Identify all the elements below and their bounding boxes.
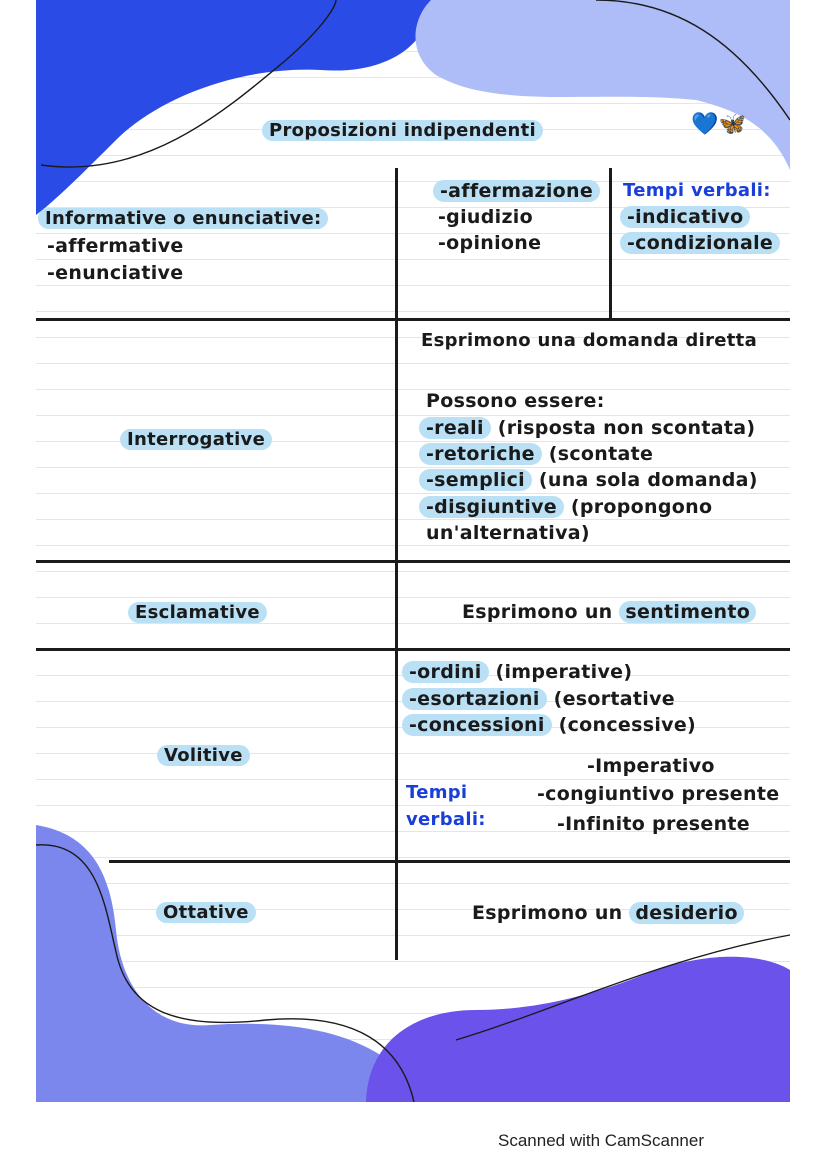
interrogative-description: Esprimono una domanda diretta: [421, 330, 758, 351]
function-item: -giudizio: [438, 206, 533, 228]
informative-item: -affermative: [47, 235, 184, 257]
row-divider-1: [36, 318, 790, 321]
function-item: -affermazione: [433, 180, 600, 202]
ottative-heading: Ottative: [156, 902, 256, 923]
volitive-tempi-item: -congiuntivo presente: [537, 783, 780, 805]
interrogative-possono: Possono essere:: [426, 390, 605, 412]
volitive-tempi-item: -Imperativo: [587, 755, 715, 777]
ottative-description: Esprimono un desiderio: [472, 902, 744, 924]
tempi-item-row: [627, 206, 750, 228]
table-divider-vertical: [395, 168, 398, 960]
tempi-item-row: [627, 232, 780, 254]
volitive-item: -esortazioni (esortative: [409, 688, 675, 710]
volitive-heading: Volitive: [157, 745, 250, 766]
interrogative-item-continuation: un'alternativa): [426, 522, 590, 544]
scanner-watermark: Scanned with CamScanner: [498, 1131, 705, 1150]
title-row: [269, 120, 543, 141]
informative-heading: Informative o enunciative:: [38, 208, 328, 229]
ottative-heading-row: [163, 902, 256, 923]
tempi-divider-vertical: [609, 168, 612, 320]
volitive-tempi-item: -Infinito presente: [557, 813, 750, 835]
row-divider-3: [36, 648, 790, 651]
interrogative-heading-row: [127, 429, 272, 450]
row-divider-4: [109, 860, 790, 863]
page-title: Proposizioni indipendenti: [262, 120, 543, 141]
volitive-tempi-label: Tempi: [406, 782, 468, 803]
tempi-item: -condizionale: [620, 232, 780, 254]
interrogative-item: -semplici (una sola domanda): [426, 469, 758, 491]
notes-sheet: [36, 0, 790, 1102]
function-item: -opinione: [438, 232, 542, 254]
informative-tempi-label: Tempi verbali:: [623, 180, 771, 201]
row-divider-2: [36, 560, 790, 563]
esclamative-heading: Esclamative: [128, 602, 267, 623]
decorative-background: [36, 0, 790, 1102]
heart-butterfly-icon: 💙🦋: [691, 112, 747, 137]
volitive-item: -ordini (imperative): [409, 661, 632, 683]
blob-bottom-right: [366, 957, 790, 1102]
interrogative-item: -disgiuntive (propongono: [426, 496, 712, 518]
interrogative-item: -reali (risposta non scontata): [426, 417, 755, 439]
interrogative-item: -retoriche (scontate: [426, 443, 653, 465]
blob-top-right: [415, 0, 790, 170]
blob-bottom-left: [36, 825, 396, 1102]
blob-top-left: [36, 0, 431, 215]
function-item-row: [440, 180, 600, 202]
esclamative-heading-row: [135, 602, 267, 623]
volitive-item: -concessioni (concessive): [409, 714, 696, 736]
volitive-heading-row: [164, 745, 250, 766]
tempi-item: -indicativo: [620, 206, 750, 228]
informative-item: -enunciative: [47, 262, 184, 284]
informative-heading-row: [45, 208, 328, 229]
volitive-tempi-label: verbali:: [406, 809, 486, 830]
interrogative-heading: Interrogative: [120, 429, 272, 450]
esclamative-description: Esprimono un sentimento: [462, 601, 756, 623]
